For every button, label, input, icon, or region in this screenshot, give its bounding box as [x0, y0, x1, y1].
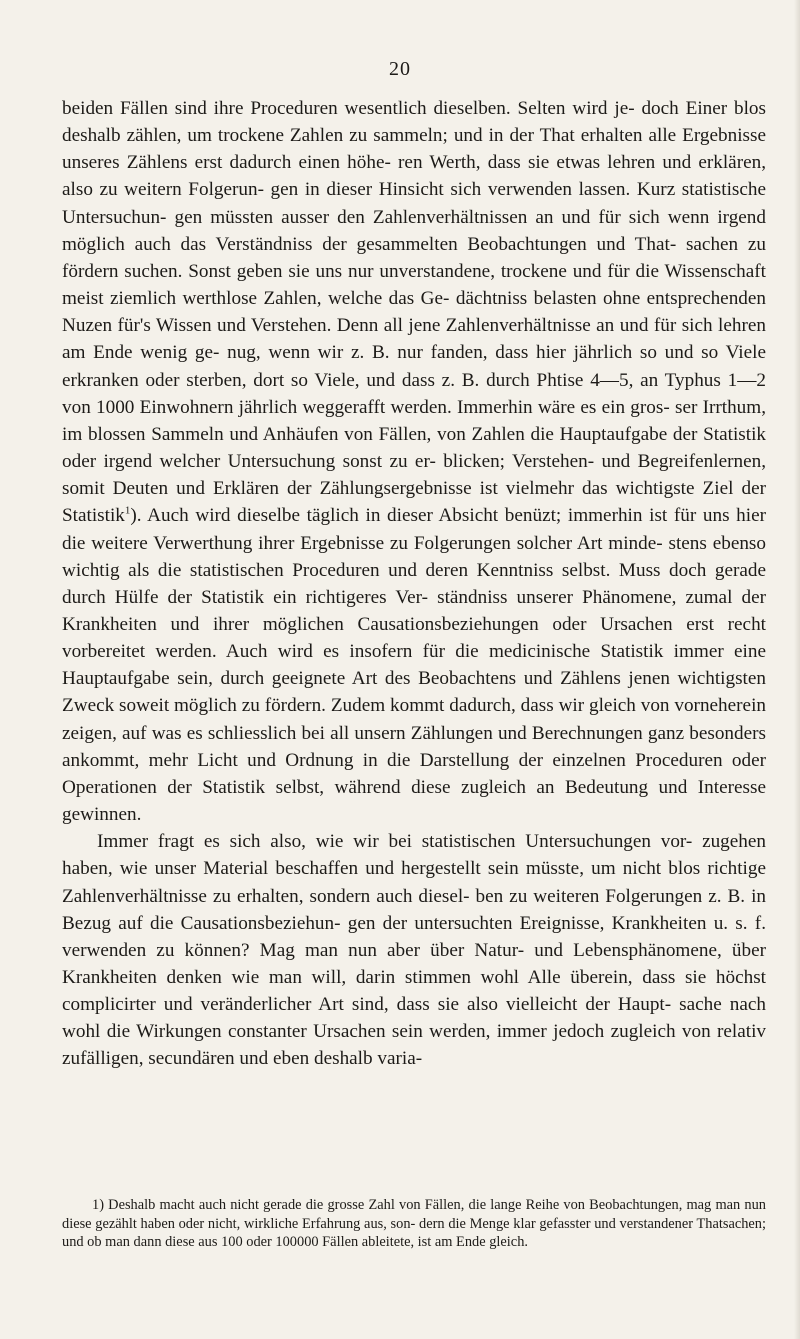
- paragraph-1-continuation: ). Auch wird dieselbe täglich in dieser Absicht benüzt; immerhin ist für uns hier die weitere Verwerthung ihrer Ergebnisse zu Folgerungen solcher Art minde- stens ebenso wichtig als die statistischen Proceduren und deren Kenntniss selbst. Muss doch gerade durch Hülfe der Statistik ein richtigeres Ver- ständniss unserer Phänomene, zumal der Krankheiten und ihrer möglichen Causationsbeziehungen oder Ursachen erst recht vorbereitet werden. Auch wird es insofern für die medicinische Statistik immer eine Hauptaufgabe sein, durch geeignete Art des Beobachtens und Zählens jenen wichtigsten Zweck soweit möglich zu fördern. Zudem kommt dadurch, dass wir gleich von vorneherein zeigen, auf was es schliesslich bei all unsern Zählungen und Berechnungen ganz besonders ankommt, mehr Licht und Ordnung in die Darstellung der einzelnen Proceduren oder Operationen der Statistik selbst, während diese zugleich an Bedeutung und Interesse gewinnen.: [62, 505, 766, 826]
- footnote: 1) Deshalb macht auch nicht gerade die grosse Zahl von Fällen, die lange Reihe von Beobachtungen, mag man nun diese gezählt haben oder nicht, wirkliche Erfahrung aus, son- dern die Menge klar gefasster und verstandener Thatsachen; und ob man dann diese aus 100 oder 100000 Fällen ableitete, ist am Ende gleich.: [62, 1197, 766, 1250]
- paragraph-1: [62, 95, 766, 828]
- paragraph-1-text: beiden Fällen sind ihre Proceduren wesentlich dieselben. Selten wird je- doch Einer blos deshalb zählen, um trockene Zahlen zu sammeln; und in der That erhalten alle Ergebnisse unseres Zählens erst dadurch einen höhe- ren Werth, dass sie etwas lehren und erklären, also zu weitern Folgerun- gen in dieser Hinsicht sich verwenden lassen. Kurz statistische Untersuchun- gen müssten ausser den Zahlenverhältnissen an und für sich wenn irgend möglich auch das Verständniss der gesammelten Beobachtungen und That- sachen zu fördern suchen. Sonst geben sie uns nur unverstandene, trockene und für die Wissenschaft meist ziemlich werthlose Zahlen, welche das Ge- dächtniss belasten ohne entsprechenden Nuzen für's Wissen und Verstehen. Denn all jene Zahlenverhältnisse an und für sich lehren am Ende wenig ge- nug, wenn wir z. B. nur fanden, dass hier jährlich so und so Viele erkranken oder sterben, dort so Viele, und dass z. B. durch Phtise 4—5, an Typhus 1—2 von 1000 Einwohnern jährlich weggerafft werden. Immerhin wäre es ein gros- ser Irrthum, im blossen Sammeln und Anhäufen von Fällen, von Zahlen die Hauptaufgabe der Statistik oder irgend welcher Untersuchung sonst zu er- blicken; Verstehen- und Begreifenlernen, somit Deuten und Erklären der Zählungsergebnisse ist vielmehr das wichtigste Ziel der Statistik: [62, 98, 766, 527]
- body-text: [62, 95, 766, 1073]
- footnote-reference: 1: [124, 504, 131, 517]
- paragraph-2: Immer fragt es sich also, wie wir bei statistischen Untersuchungen vor- zugehen haben, wie unser Material beschaffen und hergestellt sein müsste, um nicht blos richtige Zahlenverhältnisse zu erhalten, sondern auch diesel- ben zu weiteren Folgerungen z. B. in Bezug auf die Causationsbeziehun- gen der untersuchten Ereignisse, Krankheiten u. s. f. verwenden zu können? Mag man nun aber über Natur- und Lebensphänomene, über Krankheiten denken wie man will, darin stimmen wohl Alle überein, dass sie höchst complicirter und veränderlicher Art sind, dass sie also vielleicht der Haupt- sache nach wohl die Wirkungen constanter Ursachen sein werden, immer jedoch zugleich von relativ zufälligen, secundären und eben deshalb varia-: [62, 831, 766, 1070]
- page-number: 20: [389, 58, 411, 80]
- page-edge-shadow: [794, 0, 800, 1339]
